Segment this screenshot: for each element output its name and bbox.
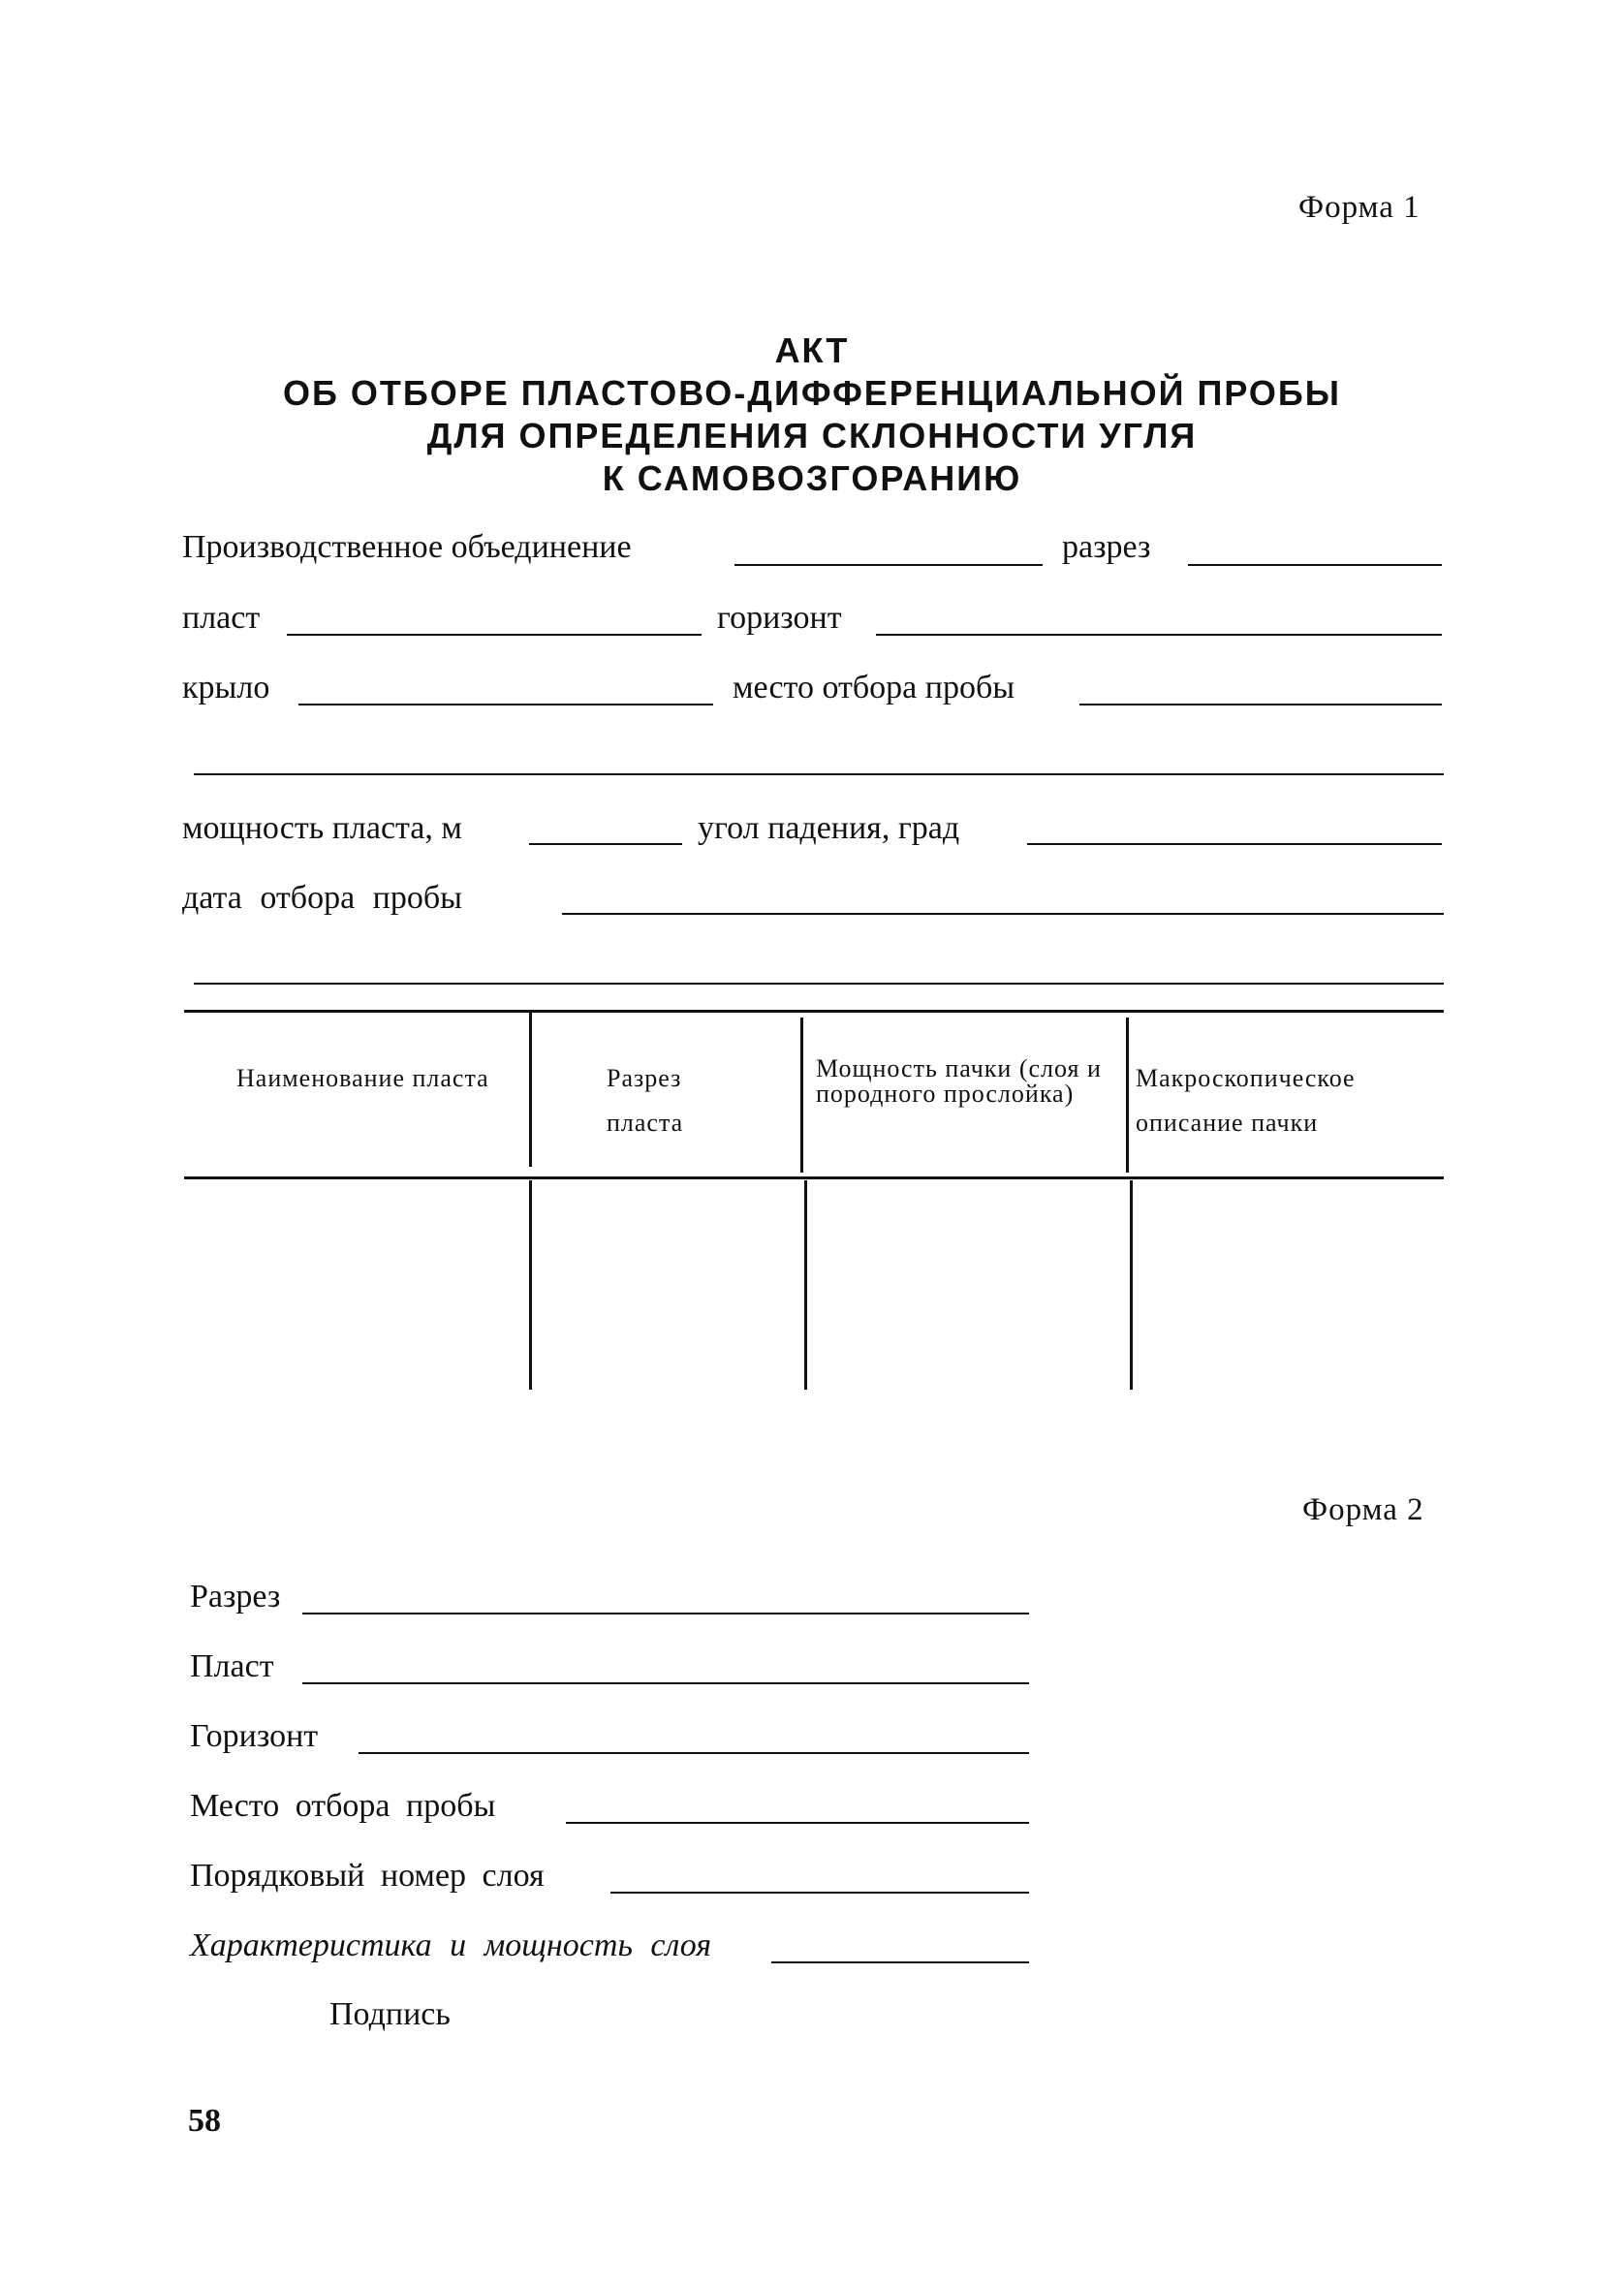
ugol-field[interactable]	[1027, 843, 1442, 845]
f2-razrez-field[interactable]	[302, 1613, 1029, 1614]
plast-field[interactable]	[287, 634, 702, 636]
f2-razrez-label: Разрез	[190, 1579, 281, 1614]
signature-label: Подпись	[329, 1996, 451, 2032]
razrez-field[interactable]	[1188, 564, 1442, 566]
form1-label: Форма 1	[1298, 190, 1421, 225]
data-label: дата отбора пробы	[182, 880, 463, 916]
table-divider-2	[800, 1018, 803, 1173]
krylo-field[interactable]	[298, 704, 713, 705]
f2-plast-label: Пласт	[190, 1648, 274, 1684]
mesto-continuation-field[interactable]	[194, 773, 1444, 775]
data-continuation-field[interactable]	[194, 983, 1444, 985]
act-title-line3: ДЛЯ ОПРЕДЕЛЕНИЯ СКЛОННОСТИ УГЛЯ	[426, 416, 1198, 455]
association-label: Производственное объединение	[182, 529, 632, 565]
act-title-line4: К САМОВОЗГОРАНИЮ	[602, 458, 1022, 498]
gorizont-label: горизонт	[717, 600, 842, 636]
f2-mesto-field[interactable]	[566, 1822, 1029, 1824]
krylo-label: крыло	[182, 670, 270, 705]
table-body-divider-1	[529, 1180, 532, 1390]
f2-harakteristika-field[interactable]	[771, 1961, 1029, 1963]
plast-label: пласт	[182, 600, 261, 636]
moshchnost-field[interactable]	[529, 843, 682, 845]
table-body-divider-3	[1130, 1180, 1133, 1390]
f2-mesto-label: Место отбора пробы	[190, 1788, 496, 1824]
table-header-rule	[184, 1176, 1444, 1179]
table-body-divider-2	[804, 1180, 807, 1390]
act-title-line1: АКТ	[774, 330, 850, 370]
table-header-opisanie: Макроскопическое описание пачки	[1136, 1064, 1356, 1137]
f2-plast-field[interactable]	[302, 1682, 1029, 1684]
moshchnost-label: мощность пласта, м	[182, 810, 462, 846]
table-header-name: Наименование пласта	[236, 1064, 489, 1092]
razrez-label: разрез	[1062, 529, 1151, 565]
table-top-rule	[184, 1010, 1444, 1013]
data-field[interactable]	[562, 913, 1444, 915]
f2-nomer-label: Порядковый номер слоя	[190, 1858, 545, 1894]
gorizont-field[interactable]	[876, 634, 1442, 636]
mesto-field[interactable]	[1079, 704, 1442, 705]
table-divider-1	[529, 1012, 532, 1167]
ugol-label: угол падения, град	[698, 810, 960, 846]
form2-label: Форма 2	[1302, 1492, 1424, 1527]
f2-gorizont-field[interactable]	[359, 1752, 1029, 1754]
page-number: 58	[188, 2103, 221, 2139]
association-field[interactable]	[734, 564, 1043, 566]
f2-nomer-field[interactable]	[610, 1892, 1029, 1894]
table-header-razrez: Разрез пласта	[607, 1064, 684, 1137]
act-title-line2: ОБ ОТБОРЕ ПЛАСТОВО-ДИФФЕРЕНЦИАЛЬНОЙ ПРОБЫ	[283, 373, 1341, 413]
table-divider-3	[1126, 1018, 1129, 1173]
f2-harakteristika-label: Характеристика и мощность слоя	[190, 1928, 712, 1963]
table-header-moshchnost: Мощность пачки (слоя и породного прослойка)	[816, 1054, 1102, 1108]
f2-gorizont-label: Горизонт	[190, 1718, 319, 1754]
mesto-label: место отбора пробы	[733, 670, 1015, 705]
